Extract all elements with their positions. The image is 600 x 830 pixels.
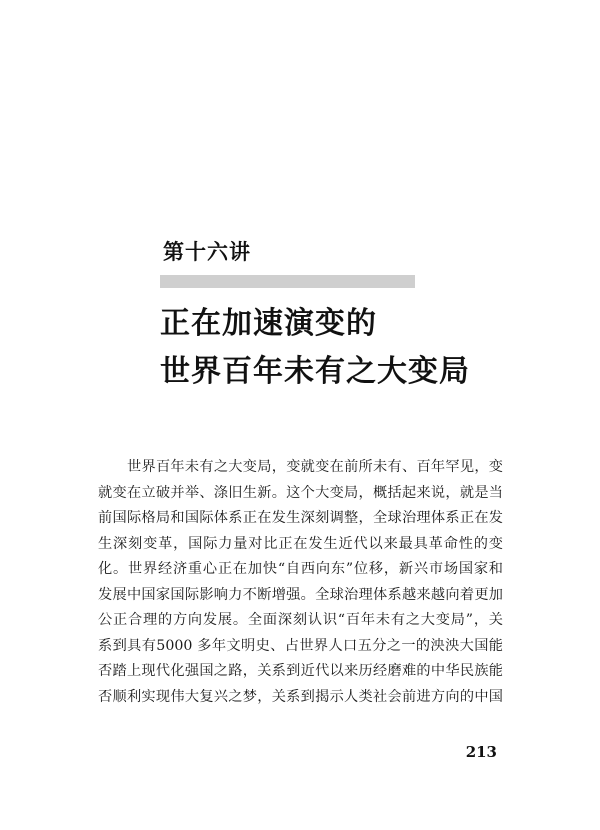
body-line: 化。世界经济重心正在加快“自西向东”位移，新兴市场国家和 — [98, 561, 503, 577]
page-number: 213 — [465, 743, 497, 761]
body-line: 生深刻变革，国际力量对比正在发生近代以来最具革命性的变 — [98, 535, 503, 552]
body-line: 就变在立破并举、涤旧生新。这个大变局，概括起来说，就是当 — [98, 484, 503, 501]
chapter-title-line-1: 正在加速演变的 — [160, 306, 377, 341]
body-line: 否踏上现代化强国之路，关系到近代以来历经磨难的中华民族能 — [98, 663, 503, 679]
lecture-label: 第十六讲 — [163, 240, 251, 264]
body-line: 发展中国家国际影响力不断增强。全球治理体系越来越向着更加 — [98, 586, 503, 603]
body-paragraph — [98, 455, 503, 710]
body-line: 公正合理的方向发展。全面深刻认识“百年未有之大变局”，关 — [98, 612, 503, 628]
chapter-title-line-2: 世界百年未有之大变局 — [160, 354, 470, 389]
body-line: 系到具有5000 多年文明史、占世界人口五分之一的泱泱大国能 — [98, 637, 503, 654]
body-line: 否顺利实现伟大复兴之梦，关系到揭示人类社会前进方向的中国 — [98, 688, 503, 705]
body-line: 世界百年未有之大变局，变就变在前所未有、百年罕见，变 — [127, 459, 503, 475]
chapter-title — [160, 300, 470, 396]
body-line: 前国际格局和国际体系正在发生深刻调整，全球治理体系正在发 — [98, 510, 503, 526]
title-divider-bar — [160, 275, 415, 288]
